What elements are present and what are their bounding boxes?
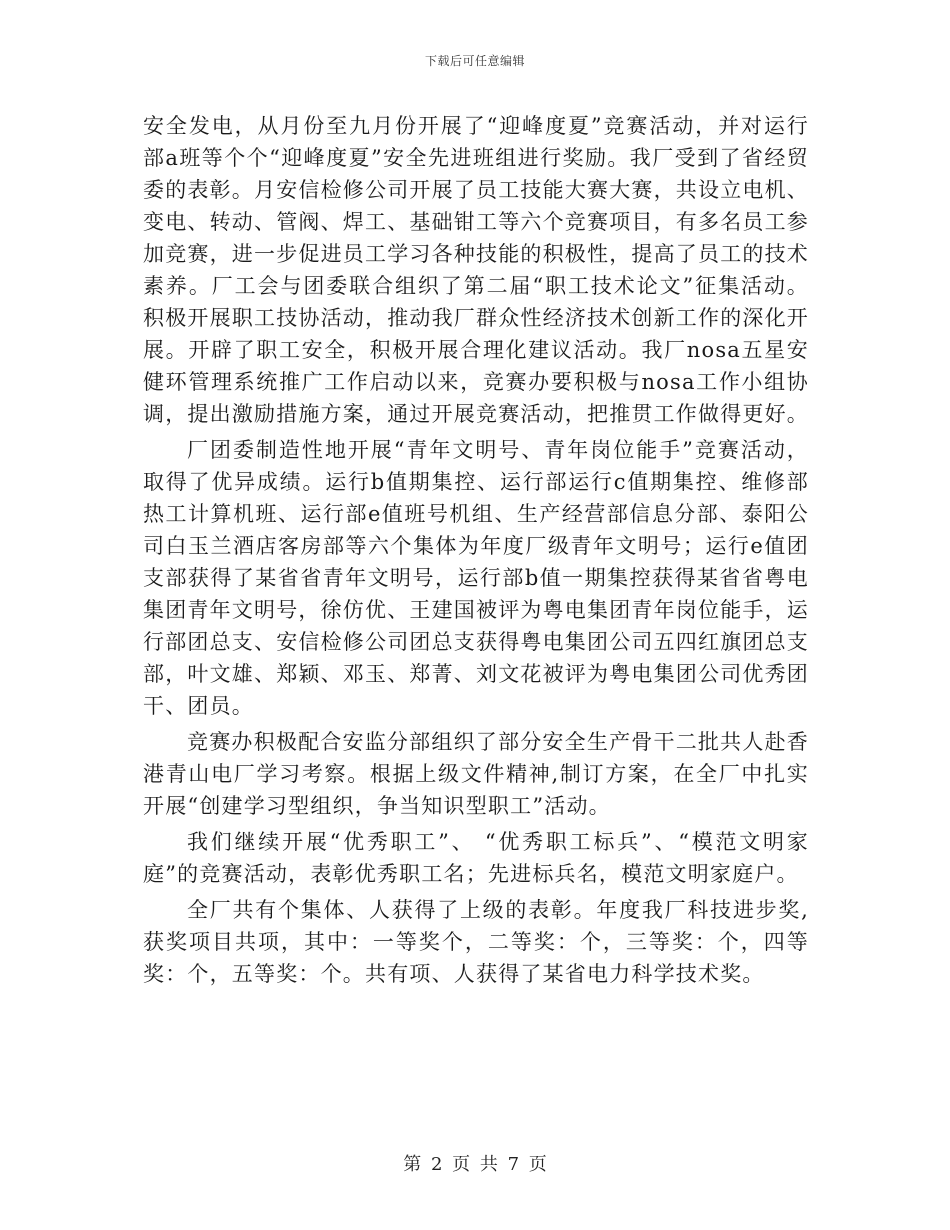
paragraph-2: 厂团委制造性地开展“青年文明号、青年岗位能手”竞赛活动，取得了优异成绩。运行b值期集控、运行部运行c值期集控、维修部热工计算机班、运行部e值班号机组、生产经营部信息分部、泰阳公司白玉兰酒店客房部等六个集体为年度厂级青年文明号；运行e值团支部获得了某省省青年文明号，运行部b值一期集控获得某省省粤电集团青年文明号，徐仿优、王建国被评为粤电集团青年岗位能手，运行部团总支、安信检修公司团总支获得粤电集团公司五四红旗团总支部，叶文雄、郑颖、邓玉、郑菁、刘文花被评为粤电集团公司优秀团干、团员。: [143, 438, 809, 718]
page-header-note: 下载后可任意编辑: [424, 54, 525, 68]
paragraph-4: 我们继续开展“优秀职工”、 “优秀职工标兵”、“模范文明家庭”的竞赛活动，表彰优秀职工名；先进标兵名，模范文明家庭户。: [143, 830, 809, 886]
paragraph-1: 安全发电，从月份至九月份开展了“迎峰度夏”竞赛活动，并对运行部a班等个个“迎峰度夏”安全先进班组进行奖励。我厂受到了省经贸委的表彰。月安信检修公司开展了员工技能大赛大赛，共设立电机、变电、转动、管阀、焊工、基础钳工等六个竞赛项目，有多名员工参加竞赛，进一步促进员工学习各种技能的积极性，提高了员工的技术素养。厂工会与团委联合组织了第二届“职工技术论文”征集活动。积极开展职工技协活动，推动我厂群众性经济技术创新工作的深化开展。开辟了职工安全，积极开展合理化建议活动。我厂nosa五星安健环管理系统推广工作启动以来，竞赛办要积极与nosa工作小组协调，提出激励措施方案，通过开展竞赛活动，把推贯工作做得更好。: [143, 114, 809, 426]
document-body: [143, 110, 809, 990]
page-number: 第 2 页 共 7 页: [403, 1154, 547, 1175]
paragraph-3: 竞赛办积极配合安监分部组织了部分安全生产骨干二批共人赴香港青山电厂学习考察。根据上级文件精神,制订方案，在全厂中扎实开展“创建学习型组织，争当知识型职工”活动。: [143, 730, 809, 818]
paragraph-5: 全厂共有个集体、人获得了上级的表彰。年度我厂科技进步奖,获奖项目共项，其中：一等奖个，二等奖：个，三等奖：个，四等奖：个，五等奖：个。共有项、人获得了某省电力科学技术奖。: [143, 898, 809, 986]
